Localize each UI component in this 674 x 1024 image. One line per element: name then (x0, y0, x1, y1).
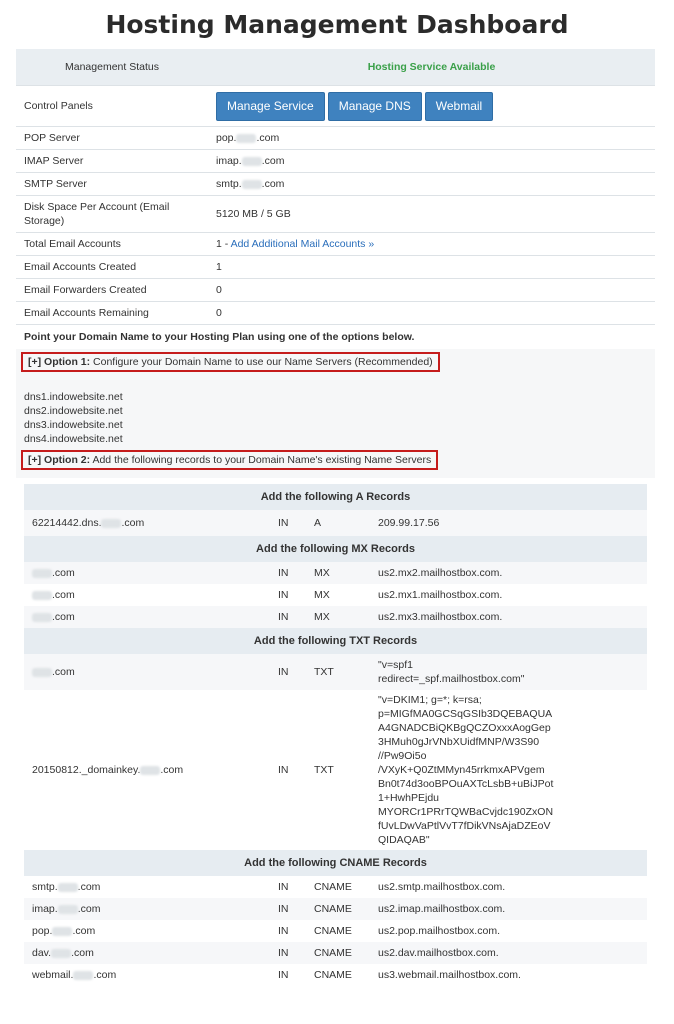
redacted-domain (101, 519, 121, 528)
cname-records-header: Add the following CNAME Records (24, 850, 647, 876)
imap-server-label: IMAP Server (16, 150, 208, 173)
cname-record-row: imap. .com IN CNAME us2.imap.mailhostbox.com. (24, 898, 647, 920)
option-1-section (16, 349, 655, 478)
webmail-button[interactable]: Webmail (425, 92, 493, 121)
total-email-accounts-value: 1 - Add Additional Mail Accounts » (208, 233, 655, 256)
nameserver-1: dns1.indowebsite.net (24, 391, 123, 403)
dashboard (16, 49, 655, 986)
txt-dkim-row: 20150812._domainkey. .com IN TXT "v=DKIM1; g=*; k=rsa; p=MIGfMA0GCSqGSIb3DQEBAQUA A4GNADCBiQKBgQCZOxxxAogGep 3HMuh0gJrVNbXUidfMNP/W3S90 //Pw9Oi5o /VXyK+Q0ZtMMyn45rrkmxAPVgem Bn0t74d3ooBPOuAXTcLsbB+uBiJPot 1+HwhPEjdu MYORCr1PRrTQWBaCvjdc190ZxON fUvLDwVaPtlVvT7fDikVNsAjaDZEoV QIDAQAB" (24, 690, 647, 850)
email-accounts-remaining-value: 0 (208, 302, 655, 325)
control-panels-row (16, 86, 655, 127)
manage-service-button[interactable]: Manage Service (216, 92, 325, 121)
cname-record-row: pop. .com IN CNAME us2.pop.mailhostbox.com. (32, 925, 500, 937)
pop-server-value: pop. .com (208, 127, 655, 150)
redacted-domain (242, 157, 262, 166)
option-2-toggle[interactable]: [+] Option 2: Add the following records to your Domain Name's existing Name Servers (21, 450, 438, 470)
management-status-row (16, 49, 655, 86)
txt-records-header: Add the following TXT Records (24, 628, 647, 654)
redacted-domain (73, 971, 93, 980)
add-mail-accounts-link[interactable]: Add Additional Mail Accounts » (230, 238, 375, 250)
imap-server-value: imap. .com (208, 150, 655, 173)
cname-record-row: webmail. .com IN CNAME us3.webmail.mailhostbox.com. (32, 969, 521, 981)
management-status-label: Management Status (16, 49, 208, 86)
email-forwarders-label: Email Forwarders Created (16, 279, 208, 302)
email-forwarders-value: 0 (208, 279, 655, 302)
dns-records-table (24, 484, 647, 986)
pop-server-row (16, 127, 655, 150)
redacted-domain (140, 766, 160, 775)
dkim-value: "v=DKIM1; g=*; k=rsa; p=MIGfMA0GCSqGSIb3DQEBAQUA A4GNADCBiQKBgQCZOxxxAogGep 3HMuh0gJrVNbXUidfMNP/W3S90 //Pw9Oi5o /VXyK+Q0ZtMMyn45rrkmxAPVgem Bn0t74d3ooBPOuAXTcLsbB+uBiJPot 1+HwhPEjdu MYORCr1PRrTQWBaCvjdc190ZxON fUvLDwVaPtlVvT7fDikVNsAjaDZEoV QIDAQAB" (370, 690, 647, 850)
email-forwarders-row (16, 279, 655, 302)
total-email-accounts-row (16, 233, 655, 256)
disk-space-label: Disk Space Per Account (Email Storage) (16, 196, 208, 233)
cname-record-row: smtp. .com IN CNAME us2.smtp.mailhostbox.com. (32, 881, 506, 893)
redacted-domain (52, 927, 72, 936)
redacted-domain (58, 905, 78, 914)
redacted-domain (32, 668, 52, 677)
smtp-server-row (16, 173, 655, 196)
redacted-domain (32, 569, 52, 578)
redacted-domain (51, 949, 71, 958)
manage-dns-button[interactable]: Manage DNS (328, 92, 422, 121)
option-1-toggle[interactable]: [+] Option 1: Configure your Domain Name to use our Name Servers (Recommended) (21, 352, 440, 372)
hosting-info-table (16, 49, 655, 324)
mx-record-row: .com IN MX us2.mx2.mailhostbox.com. (24, 562, 647, 584)
disk-space-value: 5120 MB / 5 GB (208, 196, 655, 233)
imap-server-row (16, 150, 655, 173)
email-accounts-created-value: 1 (208, 256, 655, 279)
redacted-domain (242, 180, 262, 189)
a-record-row: 62214442.dns. .com IN A 209.99.17.56 (24, 510, 647, 536)
cname-record-row: dav. .com IN CNAME us2.dav.mailhostbox.com. (24, 942, 647, 964)
txt-spf-row: .com IN TXT "v=spf1 redirect=_spf.mailhostbox.com" (24, 654, 647, 690)
email-accounts-created-label: Email Accounts Created (16, 256, 208, 279)
redacted-domain (58, 883, 78, 892)
smtp-server-value: smtp. .com (208, 173, 655, 196)
email-accounts-remaining-label: Email Accounts Remaining (16, 302, 208, 325)
spf-value: "v=spf1 redirect=_spf.mailhostbox.com" (370, 654, 647, 690)
control-panels-buttons (208, 86, 655, 127)
mx-records-header: Add the following MX Records (24, 536, 647, 562)
redacted-domain (32, 613, 52, 622)
a-records-header: Add the following A Records (24, 484, 647, 510)
mx-record-row: .com IN MX us2.mx3.mailhostbox.com. (24, 606, 647, 628)
mx-record-row: .com IN MX us2.mx1.mailhostbox.com. (24, 584, 647, 606)
nameserver-2: dns2.indowebsite.net (24, 405, 123, 417)
smtp-server-label: SMTP Server (16, 173, 208, 196)
nameserver-4: dns4.indowebsite.net (24, 433, 123, 445)
page-title: Hosting Management Dashboard (105, 10, 569, 39)
email-accounts-remaining-row (16, 302, 655, 325)
control-panels-label: Control Panels (16, 86, 208, 127)
pop-server-label: POP Server (16, 127, 208, 150)
nameserver-3: dns3.indowebsite.net (24, 419, 123, 431)
hosting-status-value: Hosting Service Available (208, 49, 655, 86)
redacted-domain (236, 134, 256, 143)
email-accounts-created-row (16, 256, 655, 279)
redacted-domain (32, 591, 52, 600)
total-email-accounts-label: Total Email Accounts (16, 233, 208, 256)
point-domain-instructions: Point your Domain Name to your Hosting Plan using one of the options below. (16, 324, 655, 349)
disk-space-row (16, 196, 655, 233)
